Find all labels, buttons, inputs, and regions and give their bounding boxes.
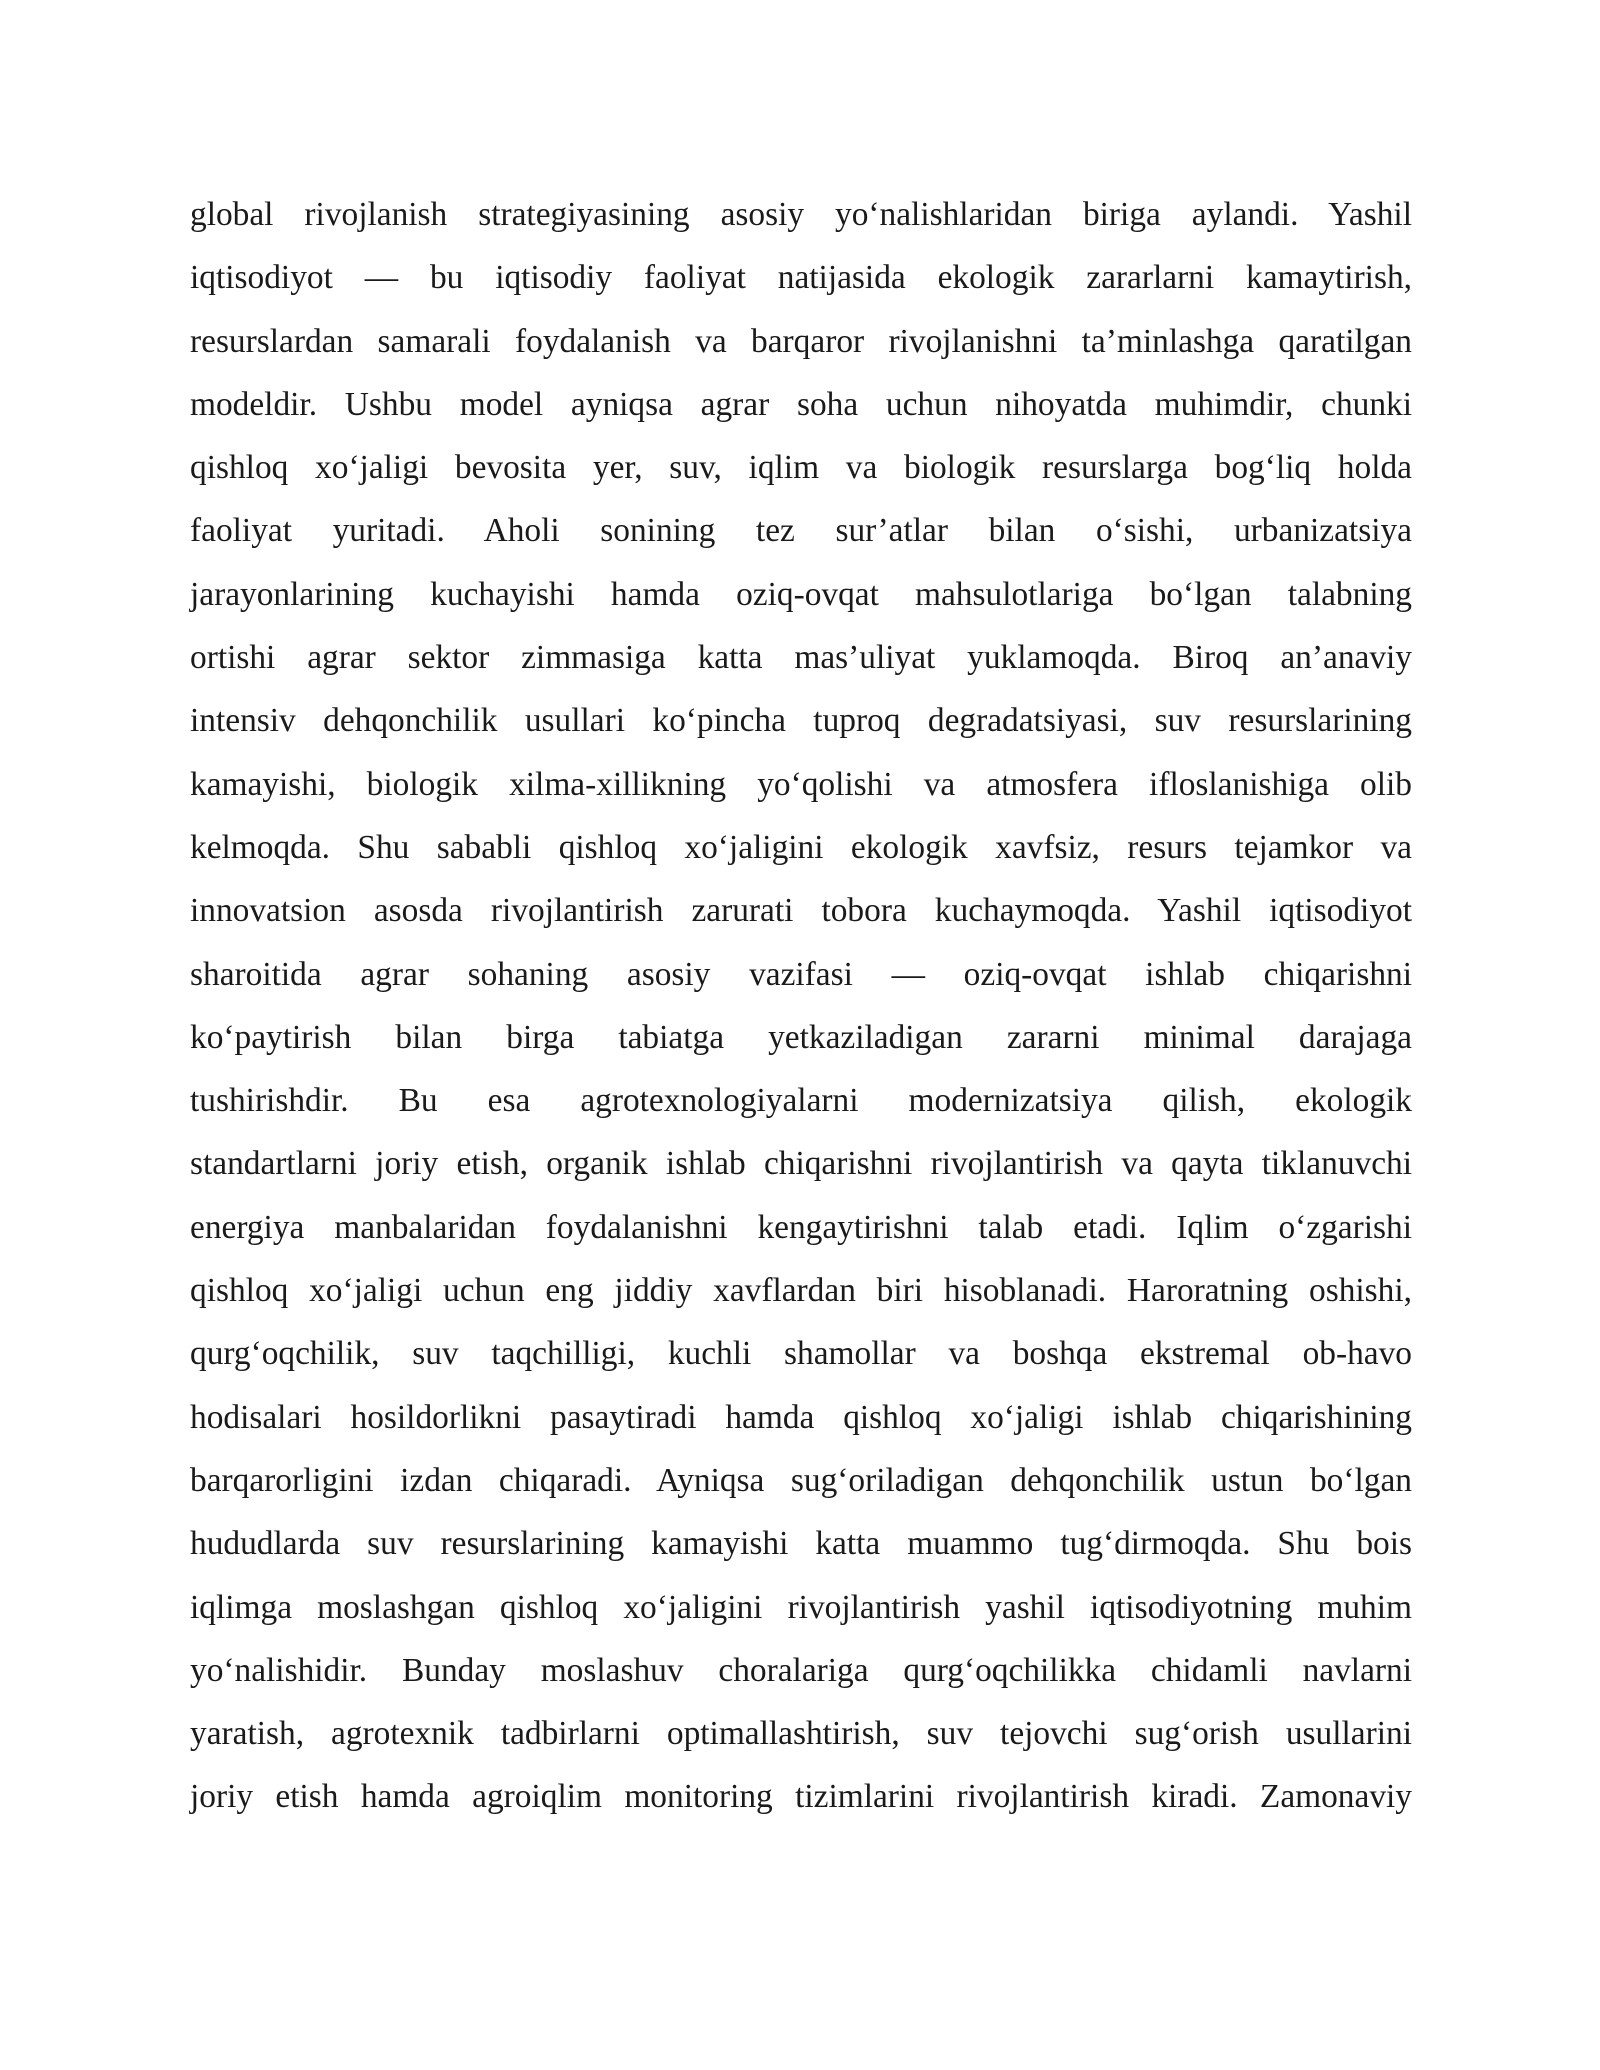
text-line: global rivojlanish strategiyasining asosiy yo‘nalishlaridan biriga aylandi. Yashil	[190, 196, 1412, 233]
text-line: innovatsion asosda rivojlantirish zarurati tobora kuchaymoqda. Yashil iqtisodiyot	[190, 892, 1412, 930]
text-line: jarayonlarining kuchayishi hamda oziq-ovqat mahsulotlariga bo‘lgan talabning	[190, 575, 1412, 613]
text-line: yo‘nalishidir. Bunday moslashuv choralariga qurg‘oqchilikka chidamli navlarni	[190, 1651, 1412, 1689]
text-line: modeldir. Ushbu model ayniqsa agrar soha uchun nihoyatda muhimdir, chunki	[190, 385, 1412, 423]
body-paragraph	[190, 183, 1412, 1829]
text-line: barqarorligini izdan chiqaradi. Ayniqsa sug‘oriladigan dehqonchilik ustun bo‘lgan	[190, 1461, 1412, 1499]
text-line: tushirishdir. Bu esa agrotexnologiyalarni modernizatsiya qilish, ekologik	[190, 1082, 1412, 1120]
text-line: hududlarda suv resurslarining kamayishi katta muammo tug‘dirmoqda. Shu bois	[190, 1525, 1412, 1563]
text-line: sharoitida agrar sohaning asosiy vazifasi — oziq-ovqat ishlab chiqarishni	[190, 955, 1412, 993]
text-line: kamayishi, biologik xilma-xillikning yo‘qolishi va atmosfera ifloslanishiga olib	[190, 765, 1412, 803]
text-line: hodisalari hosildorlikni pasaytiradi hamda qishloq xo‘jaligi ishlab chiqarishining	[190, 1398, 1412, 1436]
text-line: qishloq xo‘jaligi bevosita yer, suv, iqlim va biologik resurslarga bog‘liq holda	[190, 449, 1412, 487]
text-line: yaratish, agrotexnik tadbirlarni optimallashtirish, suv tejovchi sug‘orish usullarini	[190, 1715, 1412, 1753]
text-line: ko‘paytirish bilan birga tabiatga yetkaziladigan zararni minimal darajaga	[190, 1018, 1412, 1056]
text-line: qishloq xo‘jaligi uchun eng jiddiy xavflardan biri hisoblanadi. Haroratning oshishi,	[190, 1272, 1412, 1310]
text-line: standartlarni joriy etish, organik ishlab chiqarishni rivojlantirish va qayta tiklanuvchi	[190, 1145, 1412, 1183]
text-line: kelmoqda. Shu sababli qishloq xo‘jaligini ekologik xavfsiz, resurs tejamkor va	[190, 828, 1412, 866]
text-line: energiya manbalaridan foydalanishni kengaytirishni talab etadi. Iqlim o‘zgarishi	[190, 1208, 1412, 1246]
text-line: joriy etish hamda agroiqlim monitoring tizimlarini rivojlantirish kiradi. Zamonaviy	[190, 1778, 1412, 1816]
text-line: faoliyat yuritadi. Aholi sonining tez sur’atlar bilan o‘sishi, urbanizatsiya	[190, 512, 1412, 550]
text-line: iqlimga moslashgan qishloq xo‘jaligini rivojlantirish yashil iqtisodiyotning muhim	[190, 1588, 1412, 1626]
text-line: resurslardan samarali foydalanish va barqaror rivojlanishni ta’minlashga qaratilgan	[190, 322, 1412, 360]
text-line: qurg‘oqchilik, suv taqchilligi, kuchli shamollar va boshqa ekstremal ob-havo	[190, 1335, 1412, 1373]
text-line: ortishi agrar sektor zimmasiga katta mas’uliyat yuklamoqda. Biroq an’anaviy	[190, 639, 1412, 677]
text-line: intensiv dehqonchilik usullari ko‘pincha tuproq degradatsiyasi, suv resurslarining	[190, 702, 1412, 740]
text-line: iqtisodiyot — bu iqtisodiy faoliyat natijasida ekologik zararlarni kamaytirish,	[190, 259, 1412, 297]
